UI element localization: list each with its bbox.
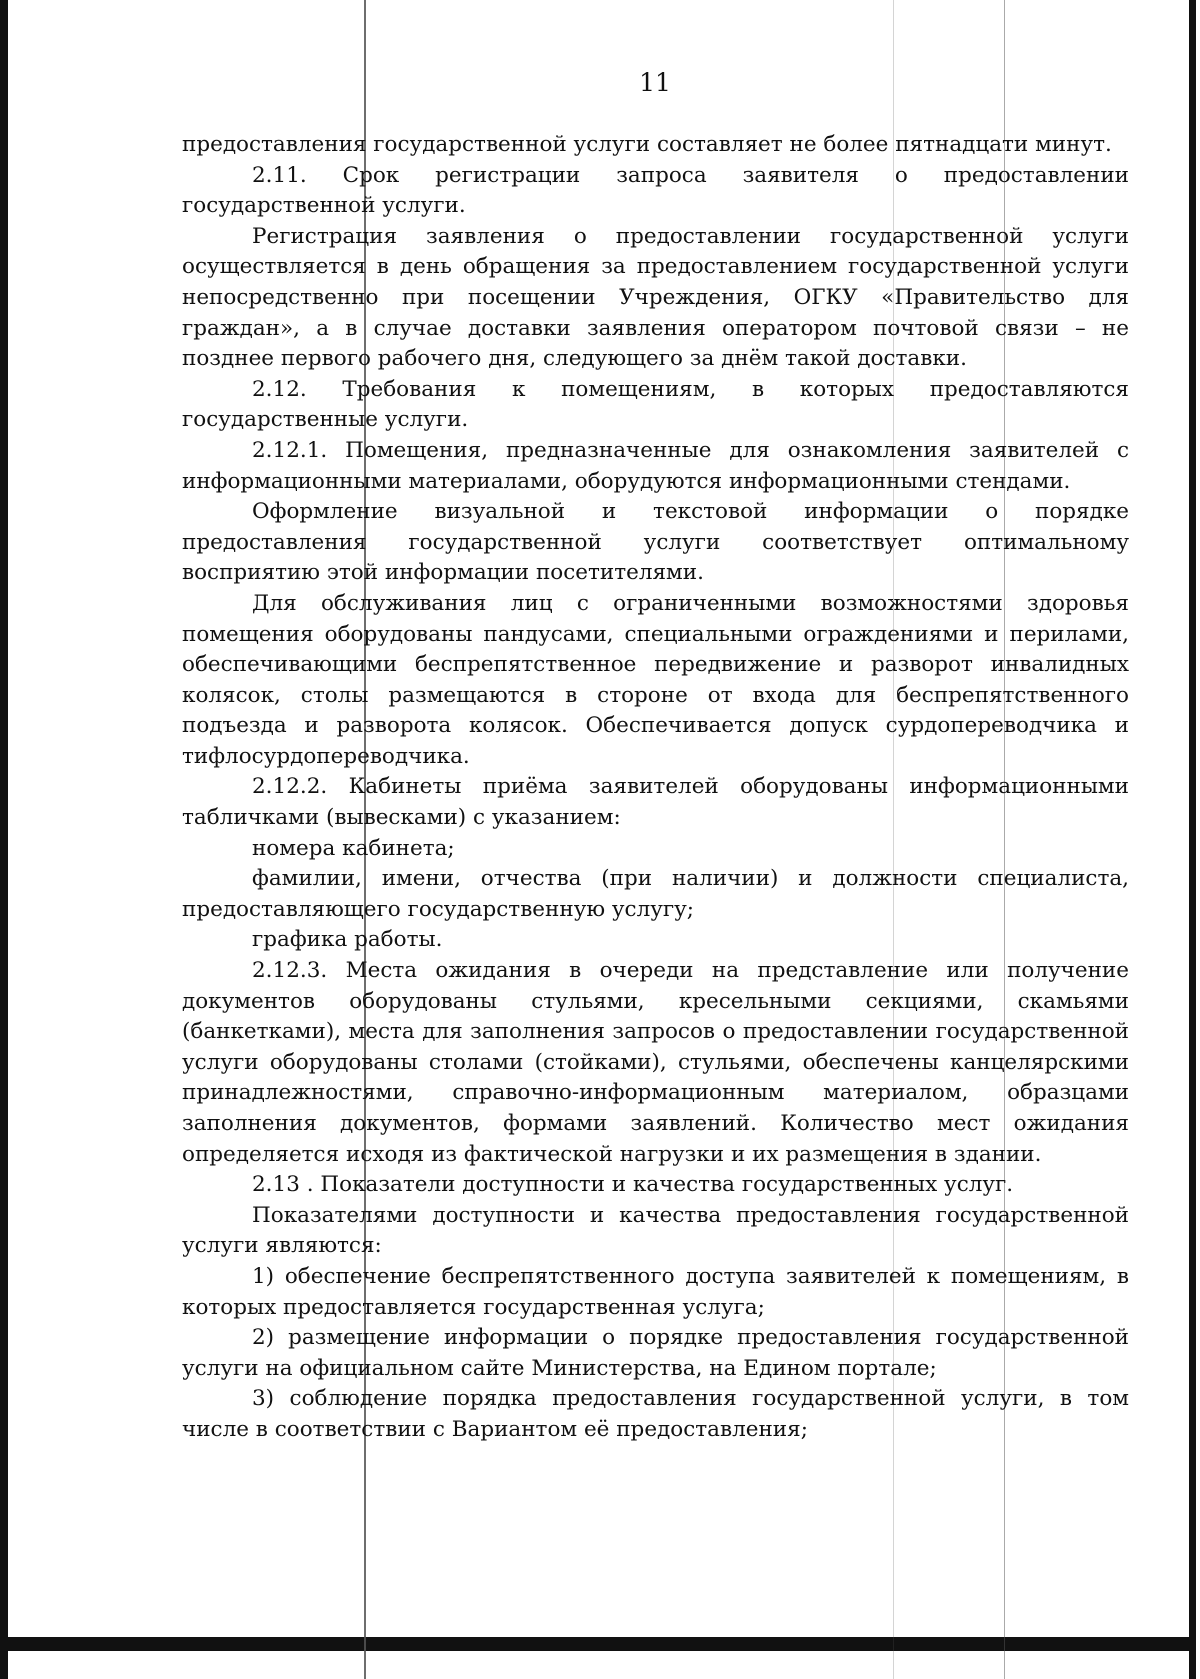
- paragraph: 2.13 . Показатели доступности и качества государственных услуг.: [252, 1172, 1014, 1198]
- paragraph: Показателями доступности и качества предоставления государственной услуги являются:: [182, 1202, 1129, 1259]
- page-number: 11: [639, 68, 671, 97]
- paragraph: 2.12. Требования к помещениям, в которых предоставляются государственные услуги.: [182, 376, 1129, 433]
- paragraph: Регистрация заявления о предоставлении государственной услуги осуществляется в день обращения за предоставлением государственной услуги непосредственно при посещении Учреждения, ОГКУ «Правительство для граждан», а в случае доставки заявления оператором почтовой связи – не позднее первого рабочего дня, следующего за днём такой доставки.: [182, 223, 1129, 372]
- paragraph: 2.12.1. Помещения, предназначенные для ознакомления заявителей с информационными материалами, оборудуются информационными стендами.: [182, 437, 1129, 494]
- scan-left-edge: [0, 0, 8, 1679]
- paragraph: Оформление визуальной и текстовой информации о порядке предоставления государственной услуги соответствует оптимальному восприятию этой информации посетителями.: [182, 499, 1129, 586]
- paragraph: фамилии, имени, отчества (при наличии) и должности специалиста, предоставляющего государственную услугу;: [182, 866, 1129, 922]
- scan-bottom-edge: [0, 1637, 1190, 1651]
- paragraph: графика работы.: [252, 927, 443, 953]
- paragraph: 2.12.3. Места ожидания в очереди на представление или получение документов оборудованы стульями, кресельными секциями, скамьями (банкетками), места для заполнения запросов о предоставлении государственной услуги оборудованы столами (стойками), стульями, обеспечены канцелярскими принадлежностями, справочно-информационным материалом, образцами заполнения документов, формами заявлений. Количество мест ожидания определяется исходя из фактической нагрузки и их размещения в здании.: [182, 958, 1129, 1167]
- scan-right-edge: [1189, 0, 1196, 1679]
- paragraph: номера кабинета;: [252, 835, 455, 861]
- paragraph: предоставления государственной услуги составляет не более пятнадцати минут.: [182, 132, 1112, 157]
- paragraph: 2.12.2. Кабинеты приёма заявителей оборудованы информационными табличками (вывесками) с указанием:: [182, 774, 1129, 831]
- document-body: [182, 130, 1129, 1446]
- paragraph: 3) соблюдение порядка предоставления государственной услуги, в том числе в соответствии с Вариантом её предоставления;: [182, 1386, 1129, 1442]
- paragraph: 1) обеспечение беспрепятственного доступа заявителей к помещениям, в которых предоставляется государственная услуга;: [182, 1263, 1129, 1320]
- paragraph: Для обслуживания лиц с ограниченными возможностями здоровья помещения оборудованы пандусами, специальными ограждениями и перилами, обеспечивающими беспрепятственное передвижение и разворот инвалидных колясок, столы размещаются в стороне от входа для беспрепятственного подъезда и разворота колясок. Обеспечивается допуск сурдопереводчика и тифлосурдопереводчика.: [182, 590, 1129, 769]
- paragraph: 2) размещение информации о порядке предоставления государственной услуги на официальном сайте Министерства, на Едином портале;: [182, 1325, 1129, 1381]
- paragraph: 2.11. Срок регистрации запроса заявителя о предоставлении государственной услуги.: [182, 162, 1129, 219]
